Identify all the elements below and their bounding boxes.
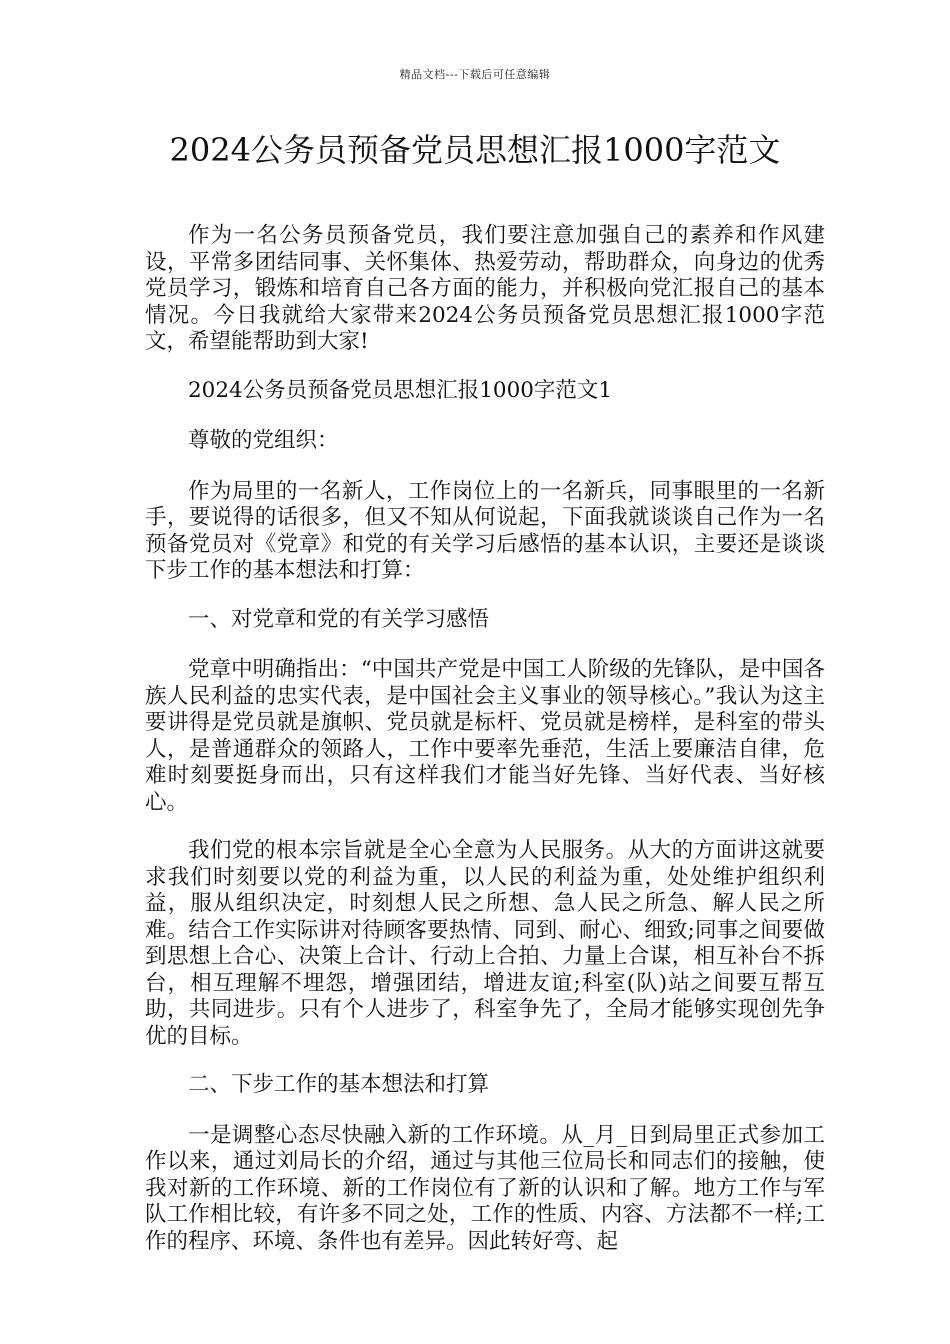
salutation: 尊敬的党组织： xyxy=(188,428,339,453)
intro-paragraph: 作为一名公务员预备党员，我们要注意加强自己的素养和作风建设，平常多团结同事、关怀集体、热爱劳动，帮助群众，向身边的优秀党员学习，锻炼和培育自己各方面的能力，并积极向党汇报自己的基本情况。今日我就给大家带来2024公务员预备党员思想汇报1000字范文，希望能帮助到大家! xyxy=(145,223,825,354)
body-paragraph: 党章中明确指出：“中国共产党是中国工人阶级的先锋队，是中国各族人民利益的忠实代表，是中国社会主义事业的领导核心。”我认为这主要讲得是党员就是旗帜、党员就是标杆、党员就是榜样，是科室的带头人，是普通群众的领路人，工作中要率先垂范，生活上要廉洁自律，危难时刻要挺身而出，只有这样我们才能当好先锋、当好代表、当好核心。 xyxy=(145,657,825,815)
header-note: 精品文档---下载后可任意编辑 xyxy=(399,68,551,81)
document-body xyxy=(145,223,825,1277)
page-title: 2024公务员预备党员思想汇报1000字范文 xyxy=(169,131,781,169)
section-heading-1: 一、对党章和党的有关学习感悟 xyxy=(188,606,490,632)
body-paragraph: 作为局里的一名新人，工作岗位上的一名新兵，同事眼里的一名新手，要说得的话很多，但又不知从何说起，下面我就谈谈自己作为一名预备党员对《党章》和党的有关学习后感悟的基本认识，主要还是谈谈下步工作的基本想法和打算： xyxy=(145,478,825,583)
section-heading-2: 二、下步工作的基本想法和打算 xyxy=(188,1072,490,1097)
section-title: 2024公务员预备党员思想汇报1000字范文1 xyxy=(188,377,613,403)
body-paragraph: 一是调整心态尽快融入新的工作环境。从_月_日到局里正式参加工作以来，通过刘局长的介绍，通过与其他三位局长和同志们的接触，使我对新的工作环境、新的工作岗位有了新的认识和了解。地方工作与军队工作相比较，有许多不同之处，工作的性质、内容、方法都不一样;工作的程序、环境、条件也有差异。因此转好弯、起 xyxy=(145,1122,825,1254)
body-paragraph: 我们党的根本宗旨就是全心全意为人民服务。从大的方面讲这就要求我们时刻要以党的利益为重，以人民的利益为重，处处维护组织利益，服从组织决定，时刻想人民之所想、急人民之所急、解人民之所难。结合工作实际讲对待顾客要热情、同到、耐心、细致;同事之间要做到思想上合心、决策上合计、行动上合拍、力量上合谋，相互补台不拆台，相互理解不埋怨，增强团结，增进友谊;科室(队)站之间要互帮互助，共同进步。只有个人进步了，科室争先了，全局才能够实现创先争优的目标。 xyxy=(145,838,825,1049)
